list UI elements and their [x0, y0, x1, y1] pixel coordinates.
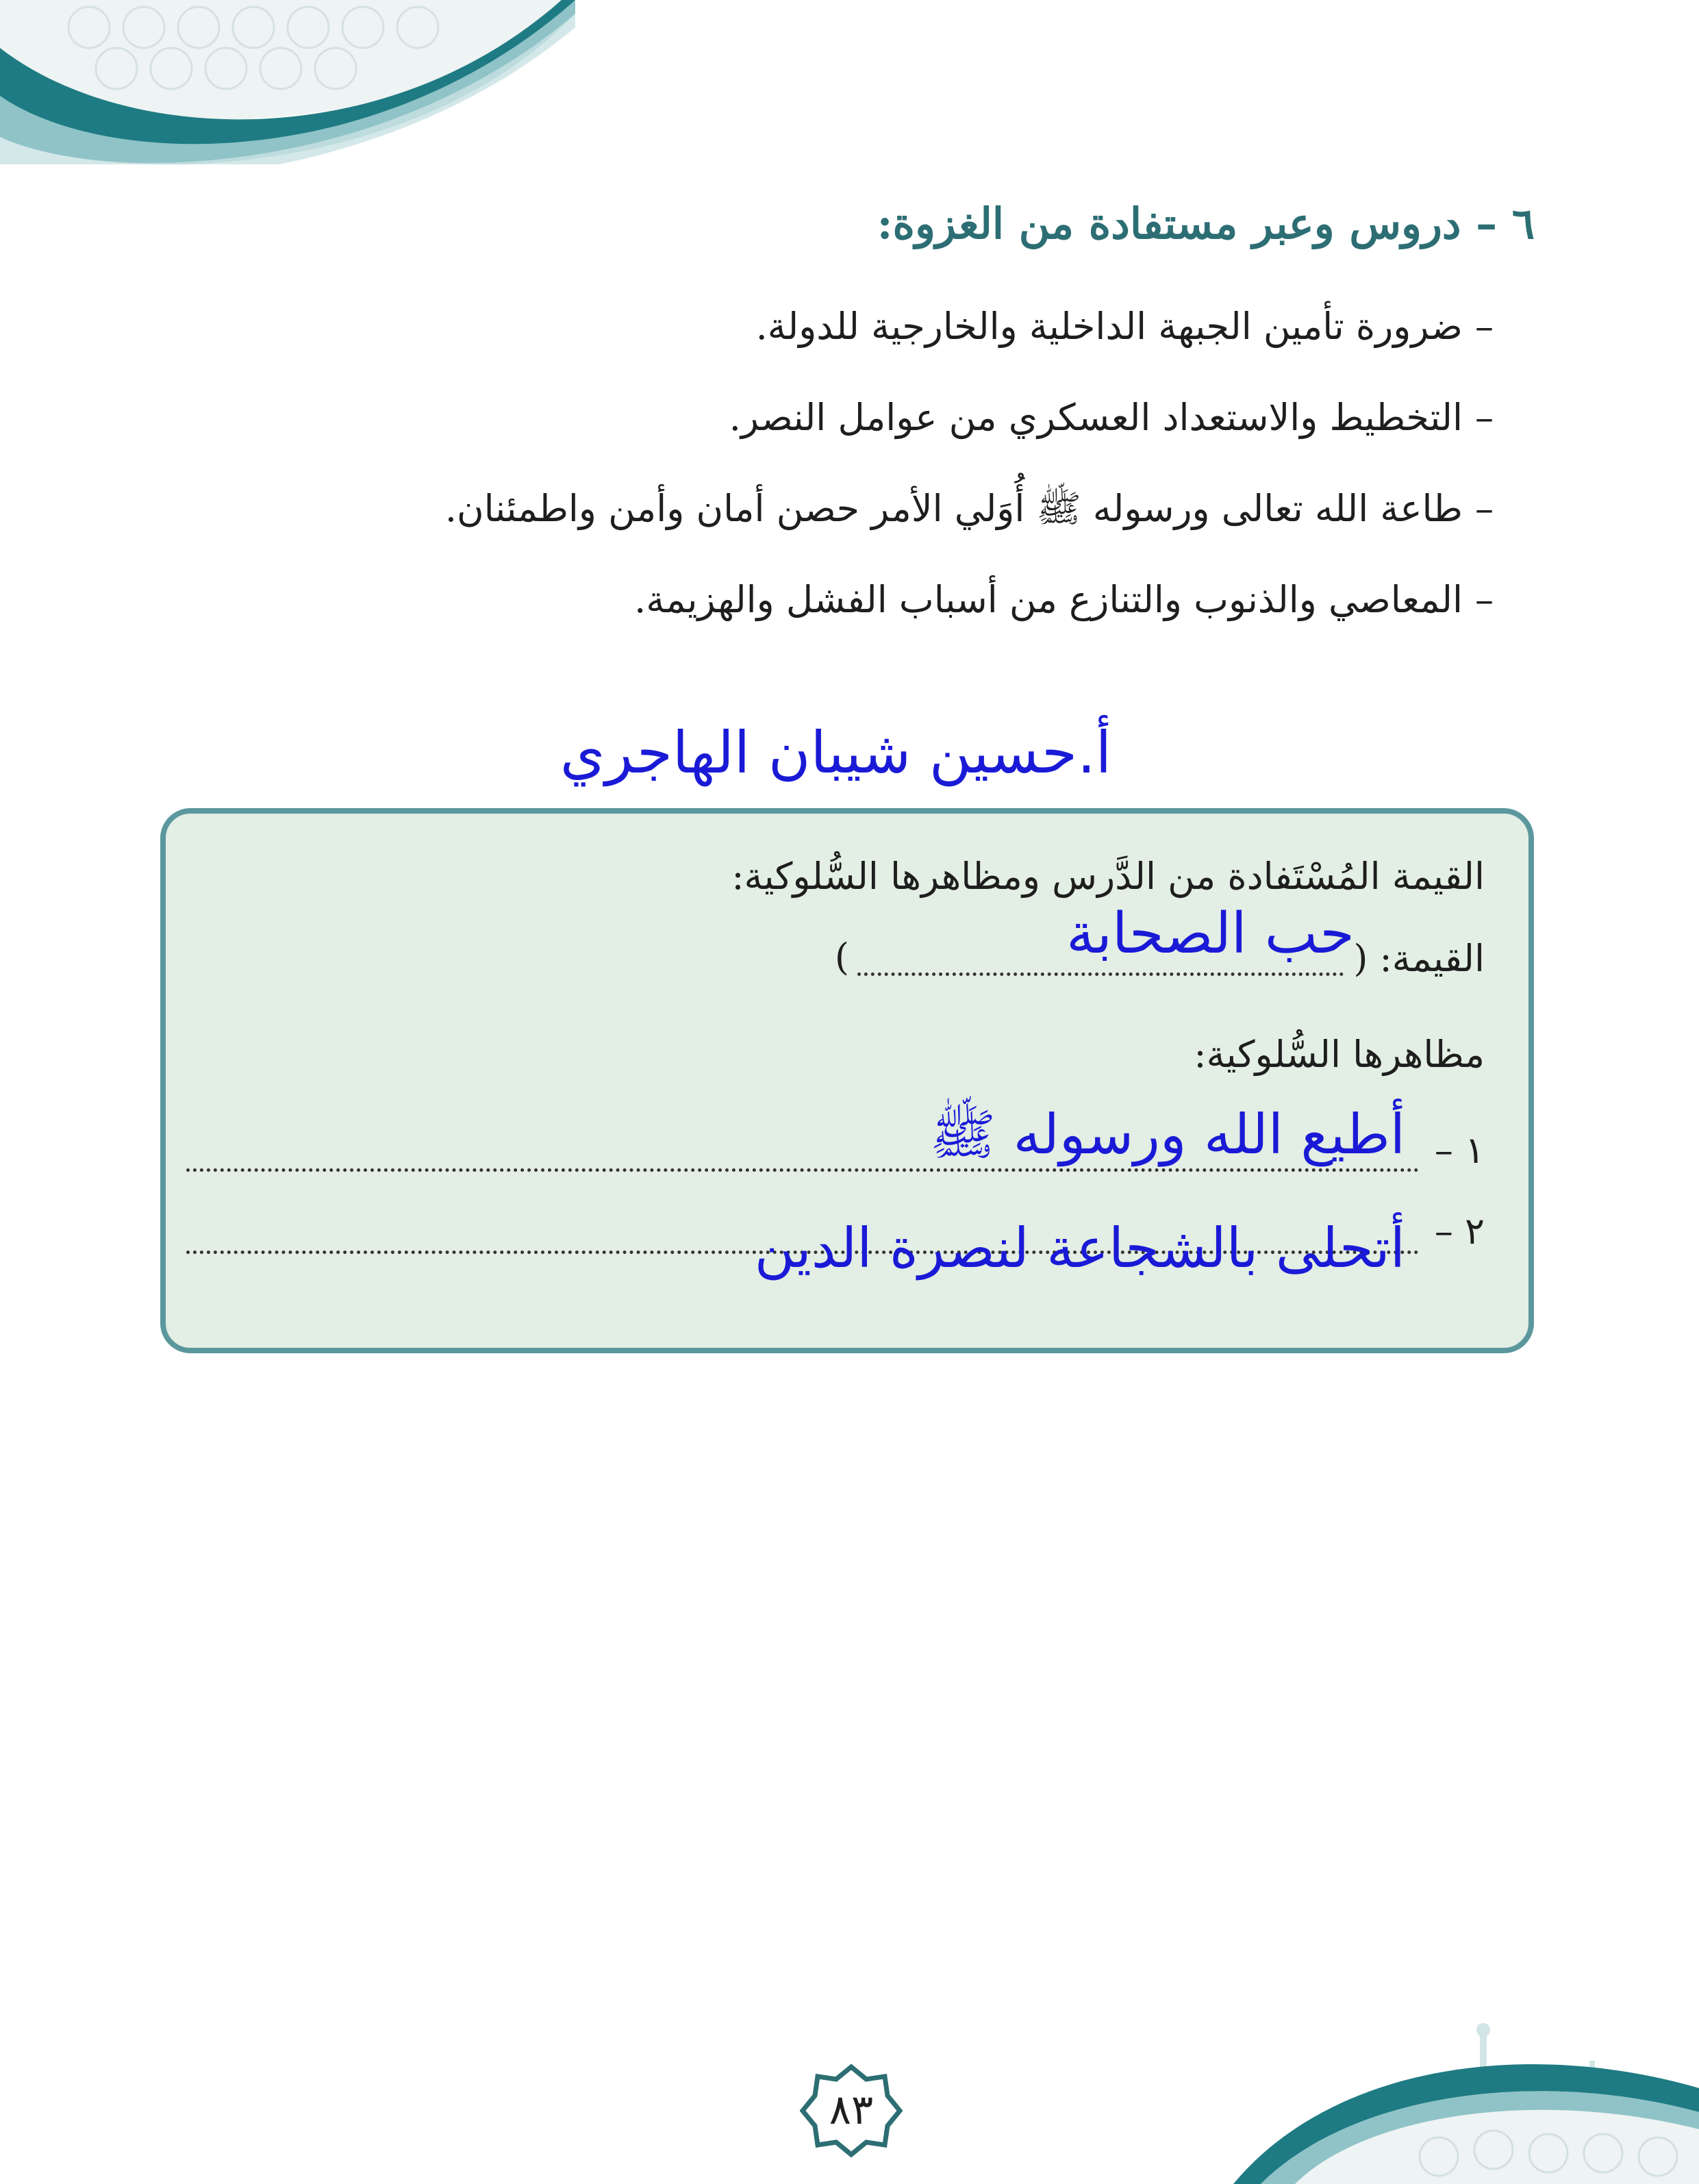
box-title: القيمة المُسْتَفادة من الدَّرس ومظاهرها السُّلوكية: [731, 855, 1485, 898]
value-close-paren: ) [834, 936, 849, 979]
list-item [445, 372, 1494, 463]
section-heading: ٦ – دروس وعبر مستفادة من الغزوة: [877, 199, 1535, 249]
list-item-text: التخطيط والاستعداد العسكري من عوامل النصر. [729, 396, 1463, 439]
teacher-name [0, 719, 1699, 786]
page-number: ٨٣ [829, 2086, 874, 2134]
lessons-list [445, 281, 1494, 645]
list-item-text: طاعة الله تعالى ورسوله ﷺ أُوَلي الأمر حصن أمان وأمن واطمئنان. [444, 487, 1463, 530]
bullet-dash: – [1475, 487, 1494, 530]
page-number-badge [800, 2059, 903, 2161]
list-item [445, 281, 1494, 372]
list-item [445, 463, 1494, 554]
item-answer: أطيع الله ورسوله ﷺ [929, 1103, 1405, 1166]
bottom-corner-decoration [1233, 2013, 1699, 2184]
list-item-text: المعاصي والذنوب والتنازع من أسباب الفشل والهزيمة. [634, 578, 1463, 621]
value-worksheet-box [160, 808, 1534, 1353]
item-answer: أتحلى بالشجاعة لنصرة الدين [754, 1216, 1405, 1280]
item-number: ١ – [1434, 1129, 1485, 1172]
bullet-dash: – [1475, 396, 1494, 439]
list-item [445, 554, 1494, 645]
list-item-text: ضرورة تأمين الجبهة الداخلية والخارجية للدولة. [755, 305, 1463, 348]
item-number: ٢ – [1434, 1209, 1485, 1253]
top-corner-decoration [0, 0, 575, 164]
teacher-name-text: أ.حسين شيبان الهاجري [559, 719, 1112, 786]
value-answer: حب الصحابة [1066, 901, 1355, 966]
bullet-dash: – [1475, 305, 1494, 348]
manifestation-item [166, 1197, 1528, 1279]
bullet-dash: – [1475, 578, 1494, 621]
manifestations-label: مظاهرها السُّلوكية: [1194, 1033, 1485, 1076]
value-label: القيمة: ( [1353, 937, 1485, 980]
manifestation-item [166, 1101, 1528, 1183]
value-answer-line[interactable] [857, 972, 1344, 976]
